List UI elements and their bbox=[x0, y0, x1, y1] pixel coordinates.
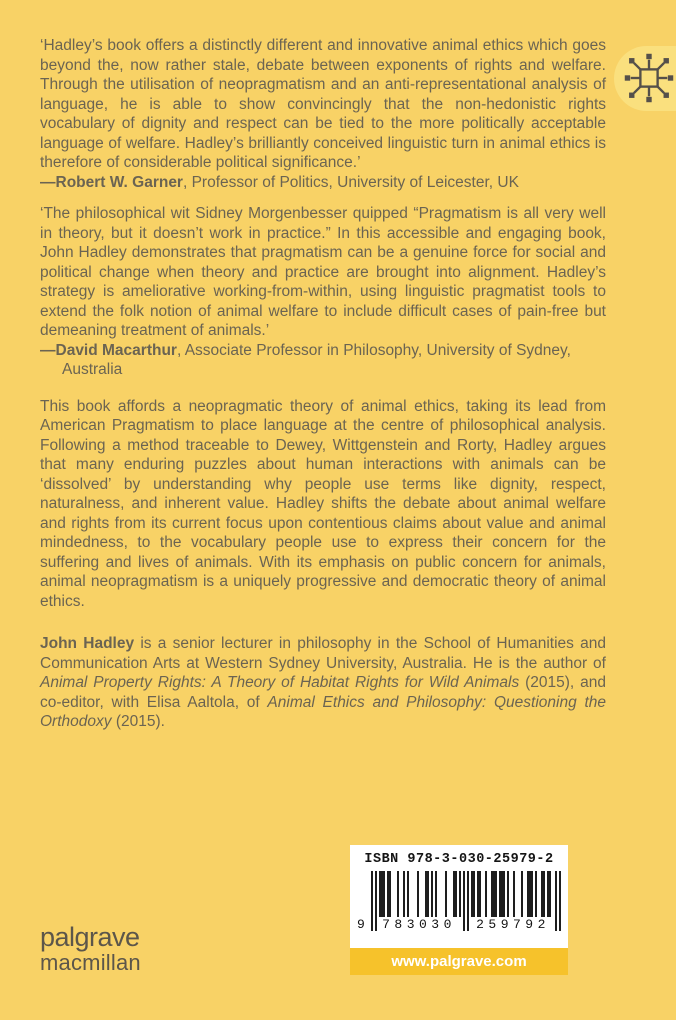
author-bio-text-1: is a senior lecturer in philosophy in the School of Humanities and Communication Arts at Western Sydney University, Australia. He is the author of bbox=[40, 635, 606, 672]
isbn-number: ISBN 978-3-030-25979-2 bbox=[364, 852, 554, 867]
publisher-logo bbox=[40, 924, 141, 975]
barcode-digits-left: 783030 bbox=[377, 917, 461, 932]
author-name: John Hadley bbox=[40, 635, 135, 652]
endorser-name-2: —David Macarthur bbox=[40, 341, 177, 359]
endorsement-quote-2: ‘The philosophical wit Sidney Morgenbesser quipped “Pragmatism is all very well in theory, but it doesn’t work in practice.” In this accessible and engaging book, John Hadley demonstrates that pragmatism can be a genuine force for social and political change when theory and practice are brought into alignment. Hadley’s strategy is ameliorative working-from-within, using linguistic pragmatist tools to extend the folk notion of animal welfare to include difficult cases of pain-free but demeaning treatment of animals.’ bbox=[40, 205, 606, 339]
endorser-title-1: , Professor of Politics, University of Leicester, UK bbox=[182, 173, 519, 191]
endorser-name-1: —Robert W. Garner bbox=[40, 173, 183, 191]
endorser-title-2-line2: Australia bbox=[62, 361, 123, 378]
endorsement-attribution-1 bbox=[40, 173, 606, 193]
network-hub-icon bbox=[621, 50, 676, 106]
book-title-2: Animal Ethics and Philosophy: Questioning the Orthodoxy bbox=[40, 693, 607, 730]
book-description: This book affords a neopragmatic theory of animal ethics, taking its lead from American Pragmatism to place language at the centre of philosophical analysis. Following a method traceable to Dewey, Wittgenstein and Rorty, Hadley argues that many enduring puzzles about human interactions with animals can be ‘dissolved’ by understanding why people use terms like dignity, respect, naturalness, and inherent value. Hadley shifts the debate about animal welfare and rights from its current focus upon contentious claims about value and animal mindedness, to the vocabulary people use to express their concern for the suffering and lives of animals. With its emphasis on public concern for animals, animal neopragmatism is a uniquely progressive and democratic theory of animal ethics. bbox=[40, 397, 606, 610]
publisher-logo-macmillan: macmillan bbox=[40, 950, 141, 975]
ean13-barcode bbox=[357, 871, 561, 932]
back-cover-text bbox=[40, 36, 606, 732]
endorser-title-2: , Associate Professor in Philosophy, University of Sydney, bbox=[176, 341, 571, 359]
author-bio-text-3: (2015). bbox=[111, 713, 165, 730]
barcode-lead-digit: 9 bbox=[357, 917, 365, 932]
publisher-website bbox=[350, 948, 568, 975]
endorsement-attribution-2 bbox=[40, 341, 606, 380]
author-bio-text-2: (2015), and co-editor, with Elisa Aaltola, of bbox=[40, 674, 606, 711]
endorsement-quote-1: ‘Hadley’s book offers a distinctly different and innovative animal ethics which goes beyond the, now rather stale, debate between exponents of rights and welfare. Through the utilisation of neopragmatism and an anti-representational analysis of language, he is able to show convincingly that the non-hedonistic rights vocabulary of dignity and respect can be tied to the more politically acceptable language of welfare. Hadley’s brilliantly conceived linguistic turn in animal ethics is therefore of considerable political significance.’ bbox=[40, 37, 606, 171]
book-title-1: Animal Property Rights: A Theory of Habitat Rights for Wild Animals bbox=[40, 674, 520, 691]
barcode-digits-right: 259792 bbox=[471, 917, 555, 932]
publisher-website-url: www.palgrave.com bbox=[391, 953, 527, 970]
publisher-logo-palgrave: palgrave bbox=[40, 922, 140, 952]
isbn-barcode-block bbox=[350, 845, 568, 975]
barcode-panel bbox=[350, 845, 568, 948]
author-bio bbox=[40, 634, 606, 732]
